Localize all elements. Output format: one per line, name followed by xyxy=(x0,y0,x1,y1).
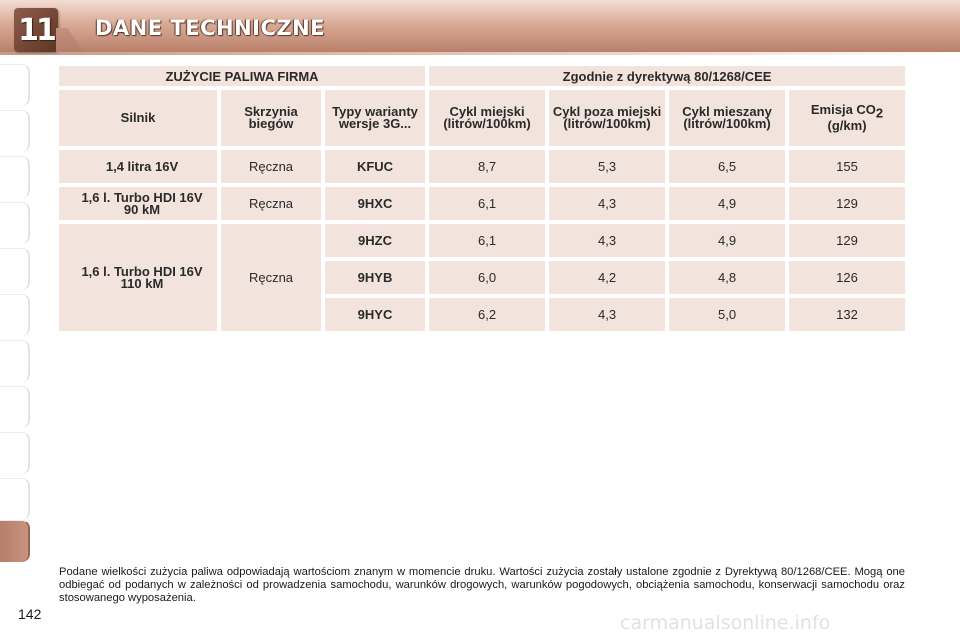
co2-cell: 129 xyxy=(789,187,905,220)
col-header-extra-urban: Cykl poza miejski (litrów/100km) xyxy=(549,90,665,146)
extra-urban-cell: 5,3 xyxy=(549,150,665,183)
gearbox-cell: Ręczna xyxy=(221,150,321,183)
footnote-paragraph: Podane wielkości zużycia paliwa odpowiadają wartościom znanym w momencie druku. Wartości zużycia zostały ustalone zgodnie z Dyrektywą 80/1268/CEE. Mogą one odbiegać od podanych w zależności od prowadzenia samochodu, warunków drogowych, warunków pogodowych, obciążenia samochodu, konserwacji samochodu oraz stosowanego wyposażenia. xyxy=(59,566,905,605)
variant-cell: KFUC xyxy=(325,150,425,183)
combined-cell: 4,9 xyxy=(669,224,785,257)
co2-unit: (g/km) xyxy=(827,117,867,133)
fuel-consumption-table xyxy=(55,62,909,335)
chapter-tab[interactable] xyxy=(0,386,30,428)
gearbox-cell: Ręczna xyxy=(221,224,321,331)
extra-urban-cell: 4,3 xyxy=(549,187,665,220)
chapter-tab[interactable] xyxy=(0,340,30,382)
chapter-tab[interactable] xyxy=(0,478,30,520)
chapter-tab-active[interactable] xyxy=(0,520,30,562)
engine-cell: 1,4 litra 16V xyxy=(59,150,217,183)
engine-name: 1,6 l. Turbo HDI 16V xyxy=(81,189,203,205)
page-title: DANE TECHNICZNE xyxy=(95,16,326,40)
urban-cell: 6,1 xyxy=(429,224,545,257)
extra-urban-cell: 4,2 xyxy=(549,261,665,294)
watermark: carmanualsonline.info xyxy=(620,612,831,634)
extra-urban-cell: 4,3 xyxy=(549,224,665,257)
col-header-variants: Typy warianty wersje 3G... xyxy=(325,90,425,146)
combined-cell: 6,5 xyxy=(669,150,785,183)
co2-subscript: 2 xyxy=(875,105,884,121)
col-header-co2 xyxy=(789,90,905,146)
table-row xyxy=(59,150,905,183)
chapter-number: 11 xyxy=(18,12,54,48)
chapter-tab[interactable] xyxy=(0,156,30,198)
col-header-urban: Cykl miejski (litrów/100km) xyxy=(429,90,545,146)
chapter-tab[interactable] xyxy=(0,64,30,106)
urban-cell: 6,0 xyxy=(429,261,545,294)
combined-cell: 4,9 xyxy=(669,187,785,220)
variant-cell: 9HYC xyxy=(325,298,425,331)
co2-cell: 129 xyxy=(789,224,905,257)
col-header-engine: Silnik xyxy=(59,90,217,146)
page-number: 142 xyxy=(18,606,42,622)
co2-label: Emisja CO xyxy=(810,102,876,118)
combined-cell: 4,8 xyxy=(669,261,785,294)
variant-cell: 9HXC xyxy=(325,187,425,220)
engine-cell xyxy=(59,187,217,220)
chapter-tab[interactable] xyxy=(0,202,30,244)
header-divider xyxy=(0,52,960,55)
table-title-right: Zgodnie z dyrektywą 80/1268/CEE xyxy=(429,66,905,86)
engine-name: 1,6 l. Turbo HDI 16V xyxy=(81,263,203,279)
combined-cell: 5,0 xyxy=(669,298,785,331)
engine-cell xyxy=(59,224,217,331)
engine-power: 110 kM xyxy=(120,275,164,291)
chapter-tab-rail xyxy=(0,64,32,580)
chapter-tab[interactable] xyxy=(0,294,30,336)
chapter-badge xyxy=(14,8,58,52)
urban-cell: 6,1 xyxy=(429,187,545,220)
urban-cell: 8,7 xyxy=(429,150,545,183)
gearbox-cell: Ręczna xyxy=(221,187,321,220)
col-header-combined: Cykl mieszany (litrów/100km) xyxy=(669,90,785,146)
variant-cell: 9HZC xyxy=(325,224,425,257)
co2-cell: 155 xyxy=(789,150,905,183)
co2-cell: 132 xyxy=(789,298,905,331)
table-title-left: ZUŻYCIE PALIWA FIRMA xyxy=(59,66,425,86)
chapter-tab[interactable] xyxy=(0,110,30,152)
co2-cell: 126 xyxy=(789,261,905,294)
table-row xyxy=(59,224,905,257)
extra-urban-cell: 4,3 xyxy=(549,298,665,331)
chapter-tab[interactable] xyxy=(0,432,30,474)
urban-cell: 6,2 xyxy=(429,298,545,331)
col-header-gearbox: Skrzynia biegów xyxy=(221,90,321,146)
table-row xyxy=(59,187,905,220)
chapter-tab[interactable] xyxy=(0,248,30,290)
variant-cell: 9HYB xyxy=(325,261,425,294)
engine-power: 90 kM xyxy=(123,201,161,217)
